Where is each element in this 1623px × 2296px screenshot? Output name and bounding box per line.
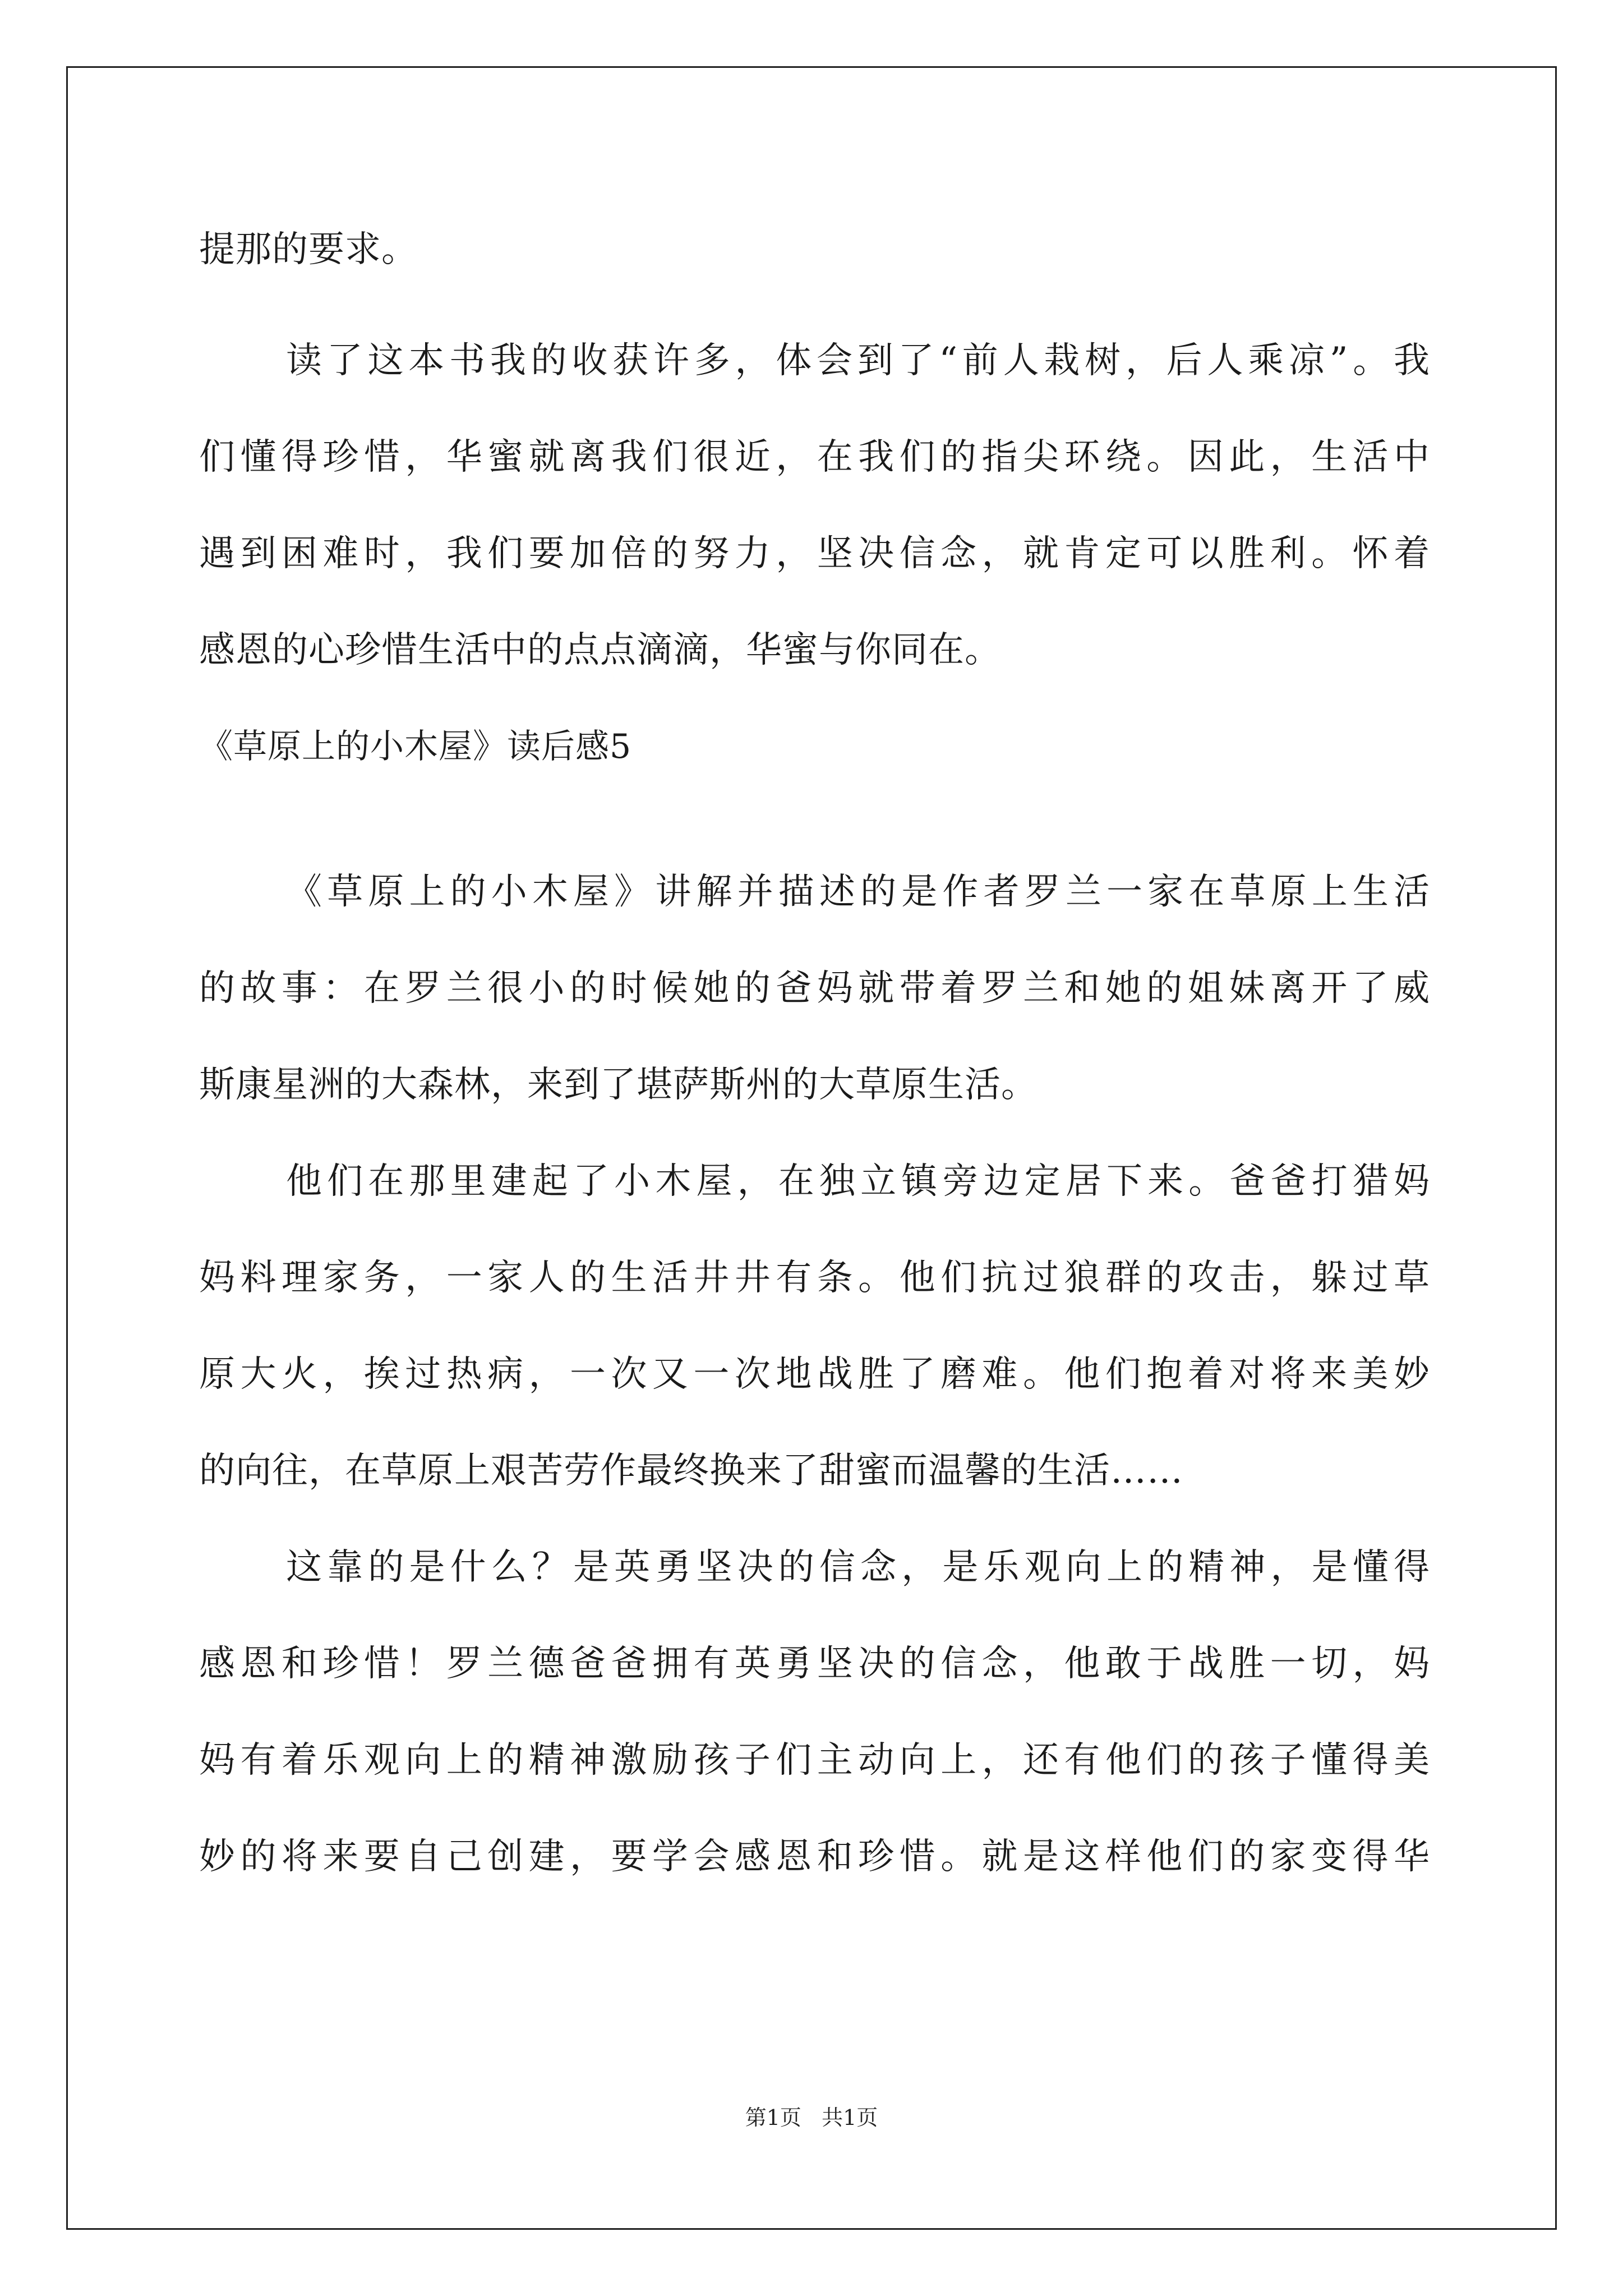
text-line: 读了这本书我的收获许多，体会到了“前人栽树，后人乘凉”。我 [286,340,1430,381]
text-line: 妈有着乐观向上的精神激励孩子们主动向上，还有他们的孩子懂得美 [199,1740,1430,1781]
text-line: 们懂得珍惜，华蜜就离我们很近，在我们的指尖环绕。因此，生活中 [199,436,1430,478]
text-line: 提那的要求。 [199,229,418,270]
text-line: 这靠的是什么？是英勇坚决的信念，是乐观向上的精神，是懂得 [286,1547,1430,1588]
text-line: 感恩和珍惜！罗兰德爸爸拥有英勇坚决的信念，他敢于战胜一切，妈 [199,1643,1430,1685]
text-line: 遇到困难时，我们要加倍的努力，坚决信念，就肯定可以胜利。怀着 [199,533,1430,574]
page-number: 第1页 共1页 [745,2105,878,2130]
page-footer [0,2101,1623,2134]
text-line: 妈料理家务，一家人的生活井井有条。他们抗过狼群的攻击，躲过草 [199,1257,1430,1299]
text-line: 感恩的心珍惜生活中的点点滴滴，华蜜与你同在。 [199,629,1001,671]
page-border [66,66,1557,2230]
text-line: 斯康星洲的大森林，来到了堪萨斯州的大草原生活。 [199,1064,1038,1106]
text-line: 的故事：在罗兰很小的时候她的爸妈就带着罗兰和她的姐妹离开了威 [199,968,1430,1009]
section-heading: 《草原上的小木屋》读后感5 [199,727,632,766]
text-line: 《草原上的小木屋》讲解并描述的是作者罗兰一家在草原上生活 [286,871,1430,913]
text-line: 妙的将来要自己创建，要学会感恩和珍惜。就是这样他们的家变得华 [199,1836,1430,1878]
text-line: 原大火，挨过热病，一次又一次地战胜了磨难。他们抱着对将来美妙 [199,1354,1430,1395]
text-line: 他们在那里建起了小木屋，在独立镇旁边定居下来。爸爸打猎妈 [286,1161,1430,1202]
text-line: 的向往，在草原上艰苦劳作最终换来了甜蜜而温馨的生活…… [199,1450,1183,1492]
